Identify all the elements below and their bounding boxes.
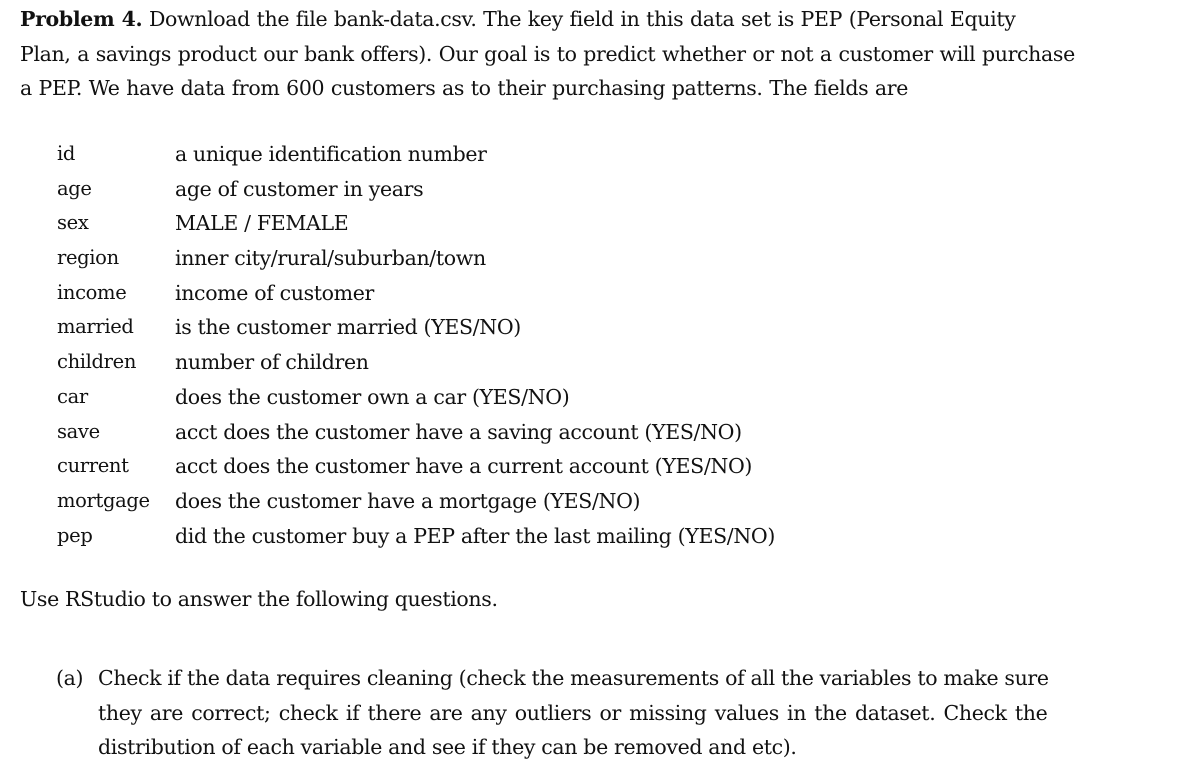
field-description: inner city/rural/suburban/town: [175, 246, 486, 271]
field-description: does the customer own a car (YES/NO): [175, 384, 570, 409]
field-name: current: [57, 454, 129, 478]
field-description: number of children: [175, 350, 369, 375]
field-row: [57, 484, 775, 519]
question-text-line-3: distribution of each variable and see if they can be removed and etc).: [98, 735, 797, 759]
field-name: region: [57, 246, 119, 270]
problem-line-1: [20, 2, 1140, 37]
question-label: (a): [56, 666, 84, 690]
field-description: age of customer in years: [175, 176, 424, 201]
field-name: income: [57, 280, 127, 304]
field-description: acct does the customer have a current account (YES/NO): [175, 454, 753, 479]
field-name: pep: [57, 523, 93, 547]
field-row: [57, 172, 775, 207]
field-row: [57, 449, 775, 484]
field-row: [57, 206, 775, 241]
problem-text-line-2: Plan, a savings product our bank offers). Our goal is to predict whether or not a customer will purchase: [20, 41, 1075, 66]
field-name: age: [57, 176, 92, 200]
field-row: [57, 310, 775, 345]
field-description: income of customer: [175, 280, 374, 305]
field-name: id: [57, 142, 76, 165]
problem-text-line-3: a PEP. We have data from 600 customers as to their purchasing patterns. The fields are: [20, 76, 909, 100]
field-row: [57, 241, 775, 276]
question-text: [98, 661, 1118, 765]
field-description: did the customer buy a PEP after the last mailing (YES/NO): [175, 523, 776, 548]
question-text-line-2: they are correct; check if there are any outliers or missing values in the dataset. Check the: [98, 700, 1048, 725]
field-row: [57, 415, 775, 450]
field-list: [57, 137, 775, 553]
problem-statement: [20, 2, 1140, 106]
field-row: [57, 380, 775, 415]
field-name: car: [57, 384, 88, 408]
field-description: does the customer have a mortgage (YES/NO): [175, 488, 641, 513]
field-name: mortgage: [57, 488, 150, 512]
question-text-line-1: Check if the data requires cleaning (check the measurements of all the variables to make sure: [98, 666, 1049, 690]
field-row: [57, 137, 775, 172]
field-row: [57, 345, 775, 380]
problem-label: Problem 4.: [20, 7, 143, 31]
field-name: children: [57, 350, 137, 374]
problem-text-line-1: Download the file bank-data.csv. The key field in this data set is PEP (Personal Equity: [148, 7, 1016, 31]
field-name: save: [57, 419, 100, 443]
field-name: married: [57, 315, 134, 339]
field-description: a unique identification number: [175, 142, 487, 166]
instruction-text: Use RStudio to answer the following questions.: [20, 587, 498, 611]
field-row: [57, 519, 775, 554]
field-description: acct does the customer have a saving account (YES/NO): [175, 419, 742, 444]
field-row: [57, 276, 775, 311]
field-description: is the customer married (YES/NO): [175, 315, 521, 340]
field-name: sex: [57, 211, 89, 235]
field-description: MALE / FEMALE: [175, 211, 349, 236]
